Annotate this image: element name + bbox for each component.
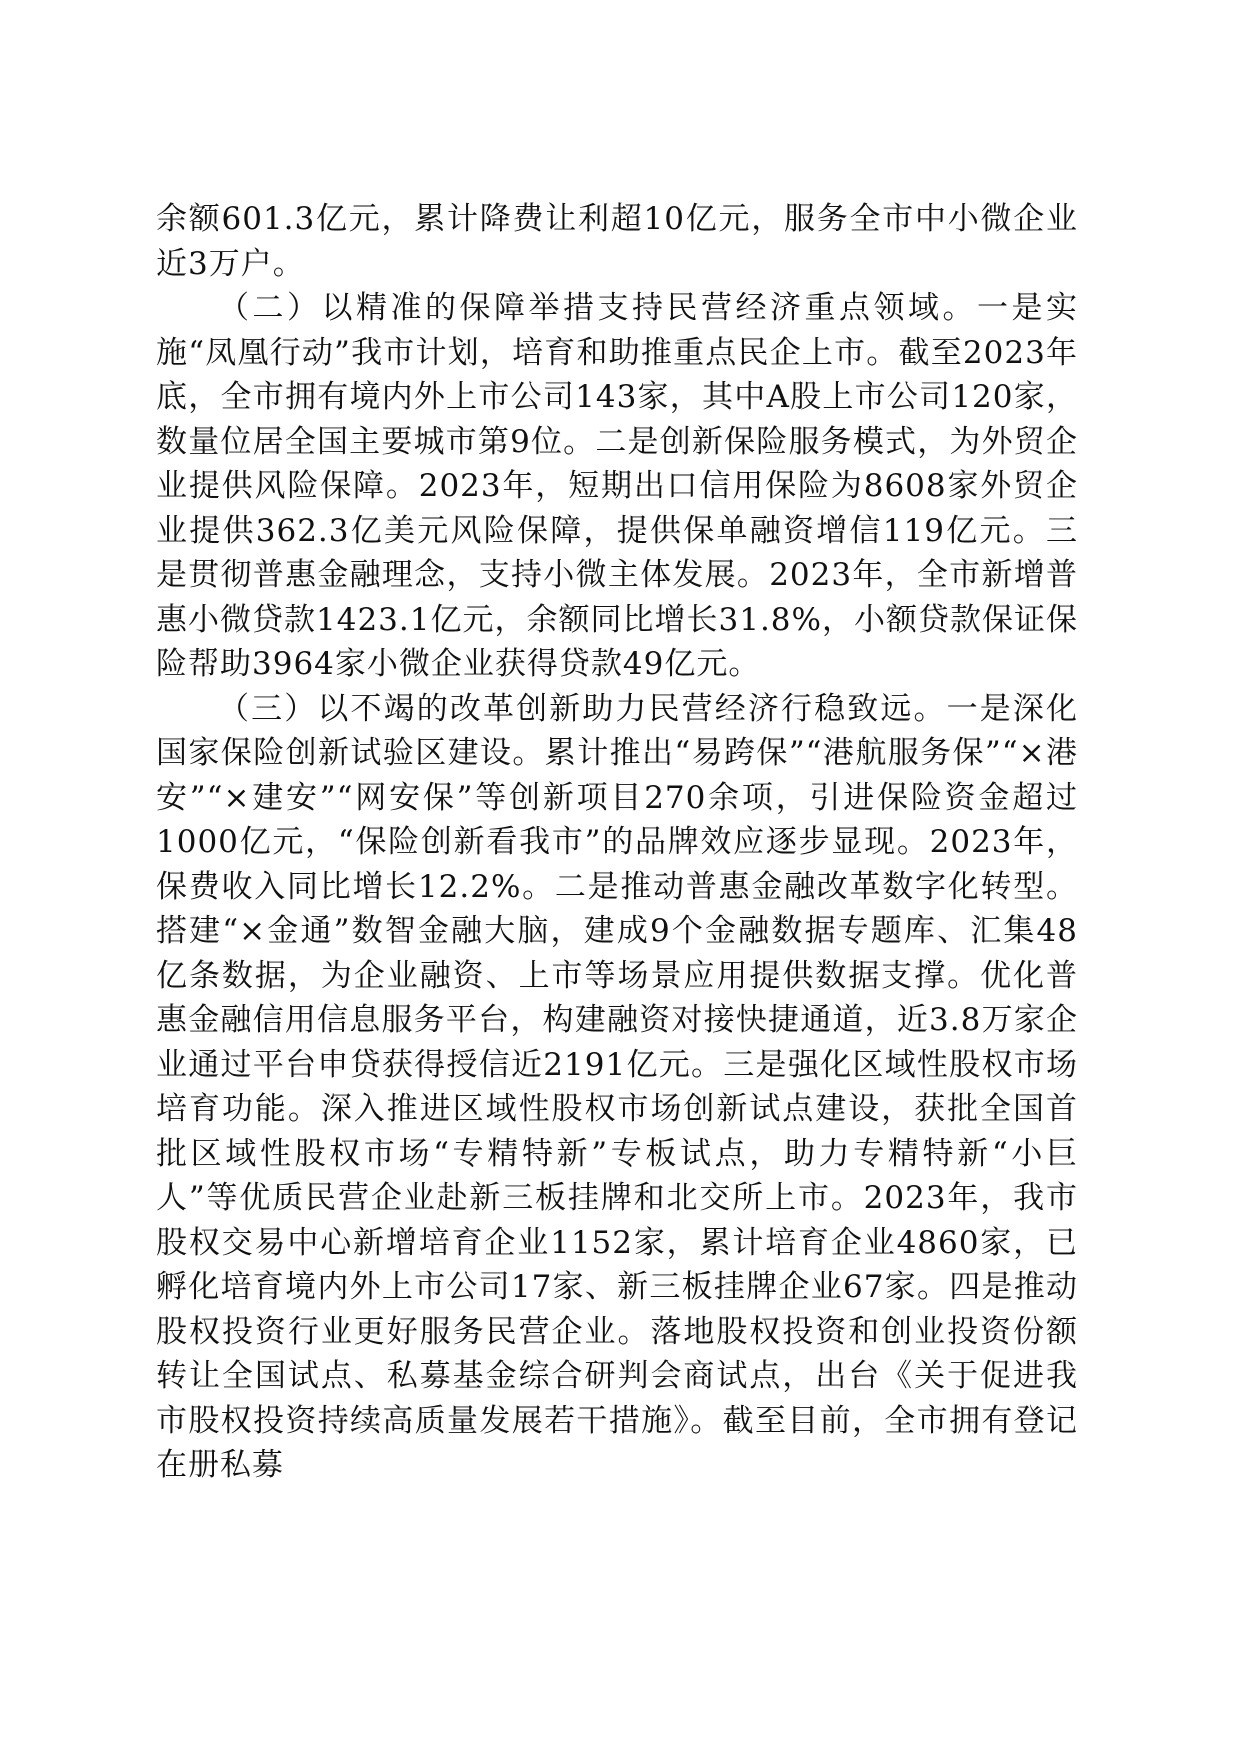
paragraph-continuation: 余额601.3亿元，累计降费让利超10亿元，服务全市中小微企业近3万户。 [156,201,1078,282]
paragraph-section-three: （三）以不竭的改革创新助力民营经济行稳致远。一是深化国家保险创新试验区建设。累计推出“易跨保”“港航服务保”“×港安”“×建安”“网安保”等创新项目270余项，引进保险资金超过1000亿元，“保险创新看我市”的品牌效应逐步显现。2023年，保费收入同比增长12.2%。二是推动普惠金融改革数字化转型。搭建“×金通”数智金融大脑，建成9个金融数据专题库、汇集48亿条数据，为企业融资、上市等场景应用提供数据支撑。优化普惠金融信用信息服务平台，构建融资对接快捷通道，近3.8万家企业通过平台申贷获得授信近2191亿元。三是强化区域性股权市场培育功能。深入推进区域性股权市场创新试点建设，获批全国首批区域性股权市场“专精特新”专板试点，助力专精特新“小巨人”等优质民营企业赴新三板挂牌和北交所上市。2023年，我市股权交易中心新增培育企业1152家，累计培育企业4860家，已孵化培育境内外上市公司17家、新三板挂牌企业67家。四是推动股权投资行业更好服务民营企业。落地股权投资和创业投资份额转让全国试点、私募基金综合研判会商试点，出台《关于促进我市股权投资持续高质量发展若干措施》。截至目前，全市拥有登记在册私募 [156,690,1078,1483]
paragraph-section-two: （二）以精准的保障举措支持民营经济重点领域。一是实施“凤凰行动”我市计划，培育和助推重点民企上市。截至2023年底，全市拥有境内外上市公司143家，其中A股上市公司120家，数量位居全国主要城市第9位。二是创新保险服务模式，为外贸企业提供风险保障。2023年，短期出口信用保险为8608家外贸企业提供362.3亿美元风险保障，提供保单融资增信119亿元。三是贯彻普惠金融理念，支持小微主体发展。2023年，全市新增普惠小微贷款1423.1亿元，余额同比增长31.8%，小额贷款保证保险帮助3964家小微企业获得贷款49亿元。 [156,290,1078,682]
document-body [156,197,1078,1488]
